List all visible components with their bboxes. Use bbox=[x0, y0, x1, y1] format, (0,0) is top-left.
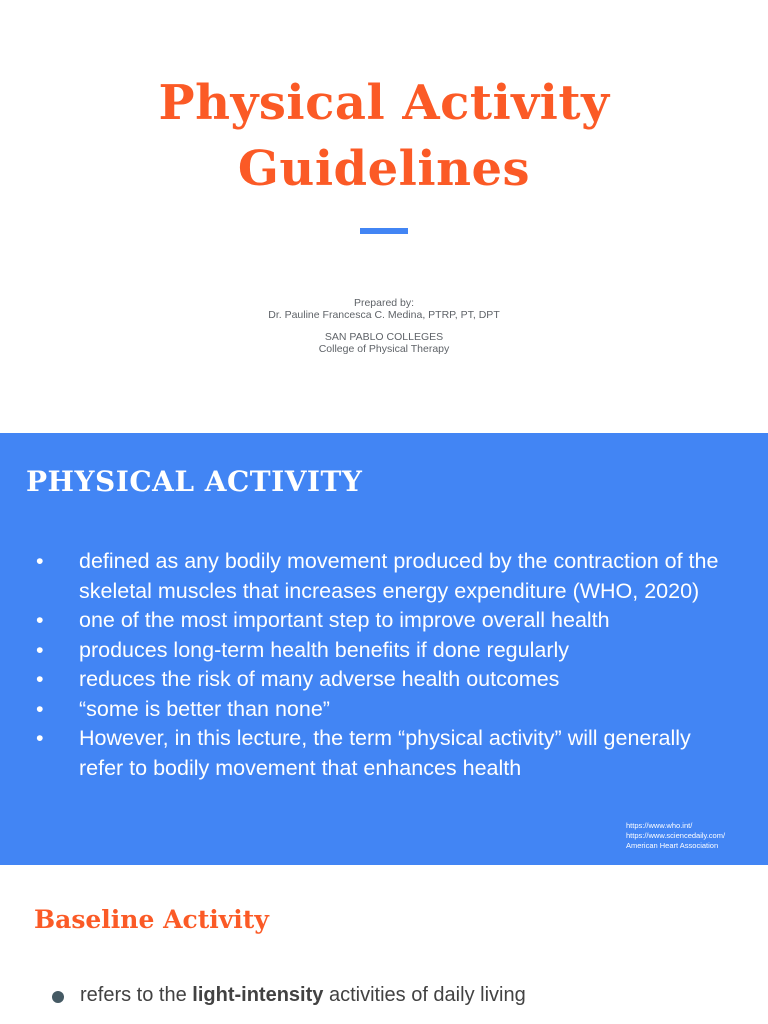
bullet-icon: • bbox=[36, 726, 44, 750]
bullet-text: one of the most important step to improve overall health bbox=[79, 608, 610, 632]
bullet-item bbox=[36, 547, 736, 606]
physical-activity-slide bbox=[0, 433, 768, 865]
title-slide bbox=[0, 0, 768, 421]
bullet-item bbox=[36, 665, 736, 695]
references-block bbox=[626, 821, 725, 851]
reference-who: https://www.who.int/ bbox=[626, 821, 693, 830]
reference-aha: American Heart Association bbox=[626, 841, 719, 850]
bullet-prefix: refers to the bbox=[80, 984, 193, 1006]
title-line-2: Guidelines bbox=[237, 141, 531, 197]
department-name: College of Physical Therapy bbox=[318, 342, 450, 355]
bullet-item bbox=[36, 606, 736, 636]
bullet-text: “some is better than none” bbox=[79, 696, 330, 721]
title-line-1: Physical Activity bbox=[158, 75, 610, 131]
bullet-item bbox=[36, 636, 736, 666]
bullet-suffix: activities of daily living bbox=[323, 984, 526, 1006]
definition-bullet-list bbox=[36, 547, 736, 783]
prepared-by-label: Prepared by: bbox=[353, 297, 415, 309]
bullet-emphasis: light-intensity bbox=[192, 984, 324, 1006]
bullet-text: defined as any bodily movement produced by the contraction of the skeletal muscles that increases energy expenditure (WHO, 2020) bbox=[79, 549, 719, 603]
bullet-icon: • bbox=[36, 667, 44, 691]
reference-sciencedaily: https://www.sciencedaily.com/ bbox=[626, 831, 726, 840]
title-accent-rule bbox=[360, 228, 408, 234]
bullet-text bbox=[52, 984, 526, 1006]
bullet-text: However, in this lecture, the term “physical activity” will generally refer to bodily movement that enhances health bbox=[79, 726, 691, 780]
baseline-activity-slide bbox=[0, 871, 768, 1024]
bullet-icon: • bbox=[36, 549, 44, 573]
bullet-item bbox=[36, 724, 736, 783]
bullet-item bbox=[52, 984, 526, 1007]
slide-heading: PHYSICAL ACTIVITY bbox=[26, 465, 363, 498]
slide-title bbox=[0, 70, 768, 202]
bullet-icon: • bbox=[36, 696, 44, 721]
author-name: Dr. Pauline Francesca C. Medina, PTRP, PT, DPT bbox=[268, 308, 500, 321]
slide-heading: Baseline Activity bbox=[34, 905, 269, 934]
bullet-dot-icon bbox=[52, 991, 64, 1003]
slide-divider bbox=[0, 421, 768, 433]
bullet-icon: • bbox=[36, 637, 44, 662]
bullet-item bbox=[36, 695, 736, 725]
credits-block bbox=[0, 298, 768, 355]
bullet-text: reduces the risk of many adverse health outcomes bbox=[79, 667, 560, 691]
institution-name: SAN PABLO COLLEGES bbox=[324, 331, 444, 343]
bullet-icon: • bbox=[36, 608, 44, 632]
bullet-text: produces long-term health benefits if done regularly bbox=[79, 637, 570, 662]
